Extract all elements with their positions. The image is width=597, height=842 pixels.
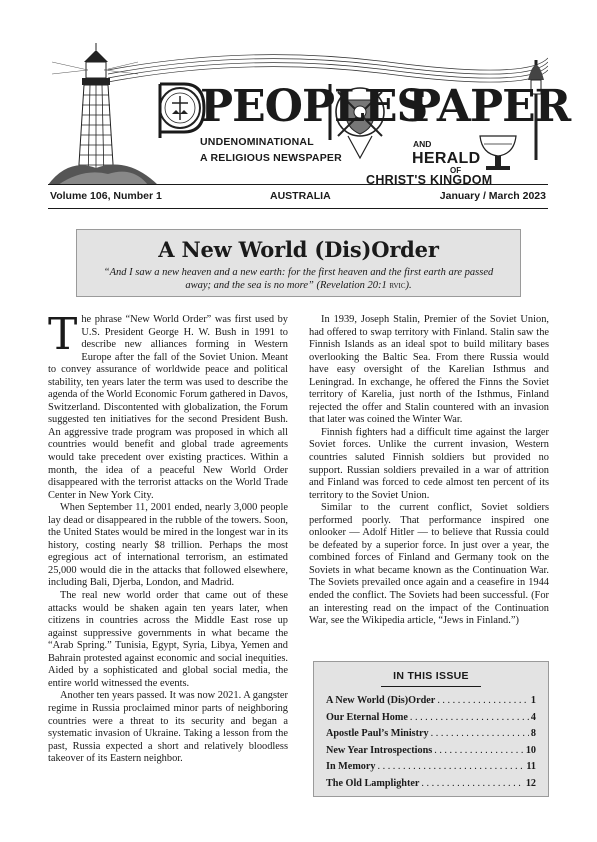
masthead-subtitle-line2: A RELIGIOUS NEWSPAPER [200, 152, 342, 164]
article-paragraph: Finnish fighters had a difficult time against the larger Soviet forces. Unlike the current invasion, Western countries saluted Finnish soldiers but provided no support. Russian soldiers prevailed in a war of attrition and Finland was forced to cede almost ten percent of its territory to the Soviet Union. [309, 426, 549, 501]
article-paragraph: The real new world order that came out of these attacks would be shaken again ten years later, when citizens in countries across the Middle East rose up against suppressive governments in what became the “Arab Spring.” Tunisia, Egypt, Syria, Libya, Yemen and Bahrain protested against economic and social inequities. Aided by a sophisticated and global social media, the entire world witnessed the events. [48, 590, 288, 689]
toc-item[interactable]: A New World (Dis)Order . . . 1 [326, 693, 536, 710]
epigraph-version: rvic [389, 280, 406, 291]
issue-date: January / March 2023 [439, 190, 546, 202]
masthead-herald-and: AND [413, 139, 432, 149]
article-paragraph: The phrase “New World Order” was first used by U.S. President George H. W. Bush in 1991 to describe new alliances forming in Western Europe after the fall of the Soviet Union. Meant to convey assurance of worldwide peace and political stability, ten years later the term was used to describe the agenda of the World Economic Forum gathered in Davos, Switzerland. Discontented with globalization, the Forum suggested ten initiatives for the second President Bush. An aggressive trade program was proposed in which all countries would benefit and global trade agreements would take precedent over existing practices. Within a month, the idea of a peaceful New World Order disappeared with the terrorist attacks on the World Trade Center in New York City. [48, 309, 288, 501]
masthead [48, 40, 571, 187]
toc-item[interactable]: New Year Introspections . . . 10 [326, 743, 536, 760]
epigraph-text: “And I saw a new heaven and a new earth: for the first heaven and the first earth are passed away; and the sea is no more” (Revelation 20:1 [103, 267, 494, 291]
epigraph-end: ). [405, 280, 412, 291]
toc-item[interactable]: In Memory . . . 11 [326, 759, 536, 776]
issue-volume: Volume 106, Number 1 [50, 190, 162, 202]
toc-item[interactable]: The Old Lamplighter . . . 12 [326, 776, 536, 793]
lead-headline-box [76, 229, 521, 297]
masthead-kingdom: CHRIST'S KINGDOM [366, 173, 493, 187]
article-paragraph: When September 11, 2001 ended, nearly 3,000 people lay dead or disappeared in the rubble of the towers. Soon, the United States would be mired in the longest war in its history, costing nearly $8 trillion. Perhaps the most egregious act of international terrorism, an estimated 25,000 would die in the attacks that followed elsewhere, including Bali, Djerba, London, and Madrid. [48, 502, 288, 589]
heading-rule [381, 686, 481, 687]
cross-crown-emblem-icon [160, 88, 200, 128]
article-title: A New World (Dis)Order [158, 237, 439, 262]
masthead-title-left: PEOPLES [200, 81, 428, 132]
masthead-herald-of: OF [450, 166, 462, 175]
wave-lines-decoration [108, 55, 548, 82]
article-epigraph [95, 266, 502, 292]
chalice-icon [480, 136, 516, 170]
table-of-contents [314, 693, 548, 792]
issue-country: AUSTRALIA [270, 190, 331, 202]
article-paragraph: Another ten years passed. It was now 2021. A gangster regime in Russia proclaimed minor parts of neighboring countries were a threat to its security and began a systematic invasion of Ukraine. Taking a lesson from the past, Russia expected a short and relatively bloodless takeover of its Eastern neighbor. [48, 690, 288, 765]
article-paragraph: Similar to the current conflict, Soviet soldiers performed poorly. That performance inspired one onlooker — Adolf Hitler — to believe that Russia could be defeated by a superior force. In just over a year, the combined forces of Finland and Germany took on the Soviets in what became known as the Continuation War. The Soviets prevailed once again and a ceasefire in 1944 ended the conflict. The Soviets had been successful. (For an interesting read on the impact of the Continuation War, see the Wikipedia article, “Jews in Finland.”) [309, 502, 549, 627]
issue-info-bar [48, 184, 548, 209]
in-this-issue-box [313, 661, 549, 797]
drop-cap: T [48, 309, 78, 360]
article-column-left [48, 309, 288, 766]
masthead-title-right: PAPER [408, 81, 571, 132]
masthead-subtitle-line1: UNDENOMINATIONAL [200, 136, 314, 148]
toc-item[interactable]: Apostle Paul’s Ministry . . . 8 [326, 726, 536, 743]
masthead-herald: HERALD [412, 150, 481, 167]
article-column-right [309, 314, 549, 628]
article-paragraph: In 1939, Joseph Stalin, Premier of the Soviet Union, had offered to swap territory with Finland. Stalin saw the Finnish Islands as an ideal spot to build military bases overlooking the Baltic Sea. From there Russia would have easy oversight of the Karelian Isthmus and Leningrad. In exchange, he offered the Finns the Soviet territory of Karelia, just north of the Isthmus, Finland rejected the offer and Stalin countered with an invasion that later was coined the Winter War. [309, 314, 549, 426]
toc-item[interactable]: Our Eternal Home . . . 4 [326, 710, 536, 727]
in-this-issue-heading: IN THIS ISSUE [393, 670, 469, 682]
